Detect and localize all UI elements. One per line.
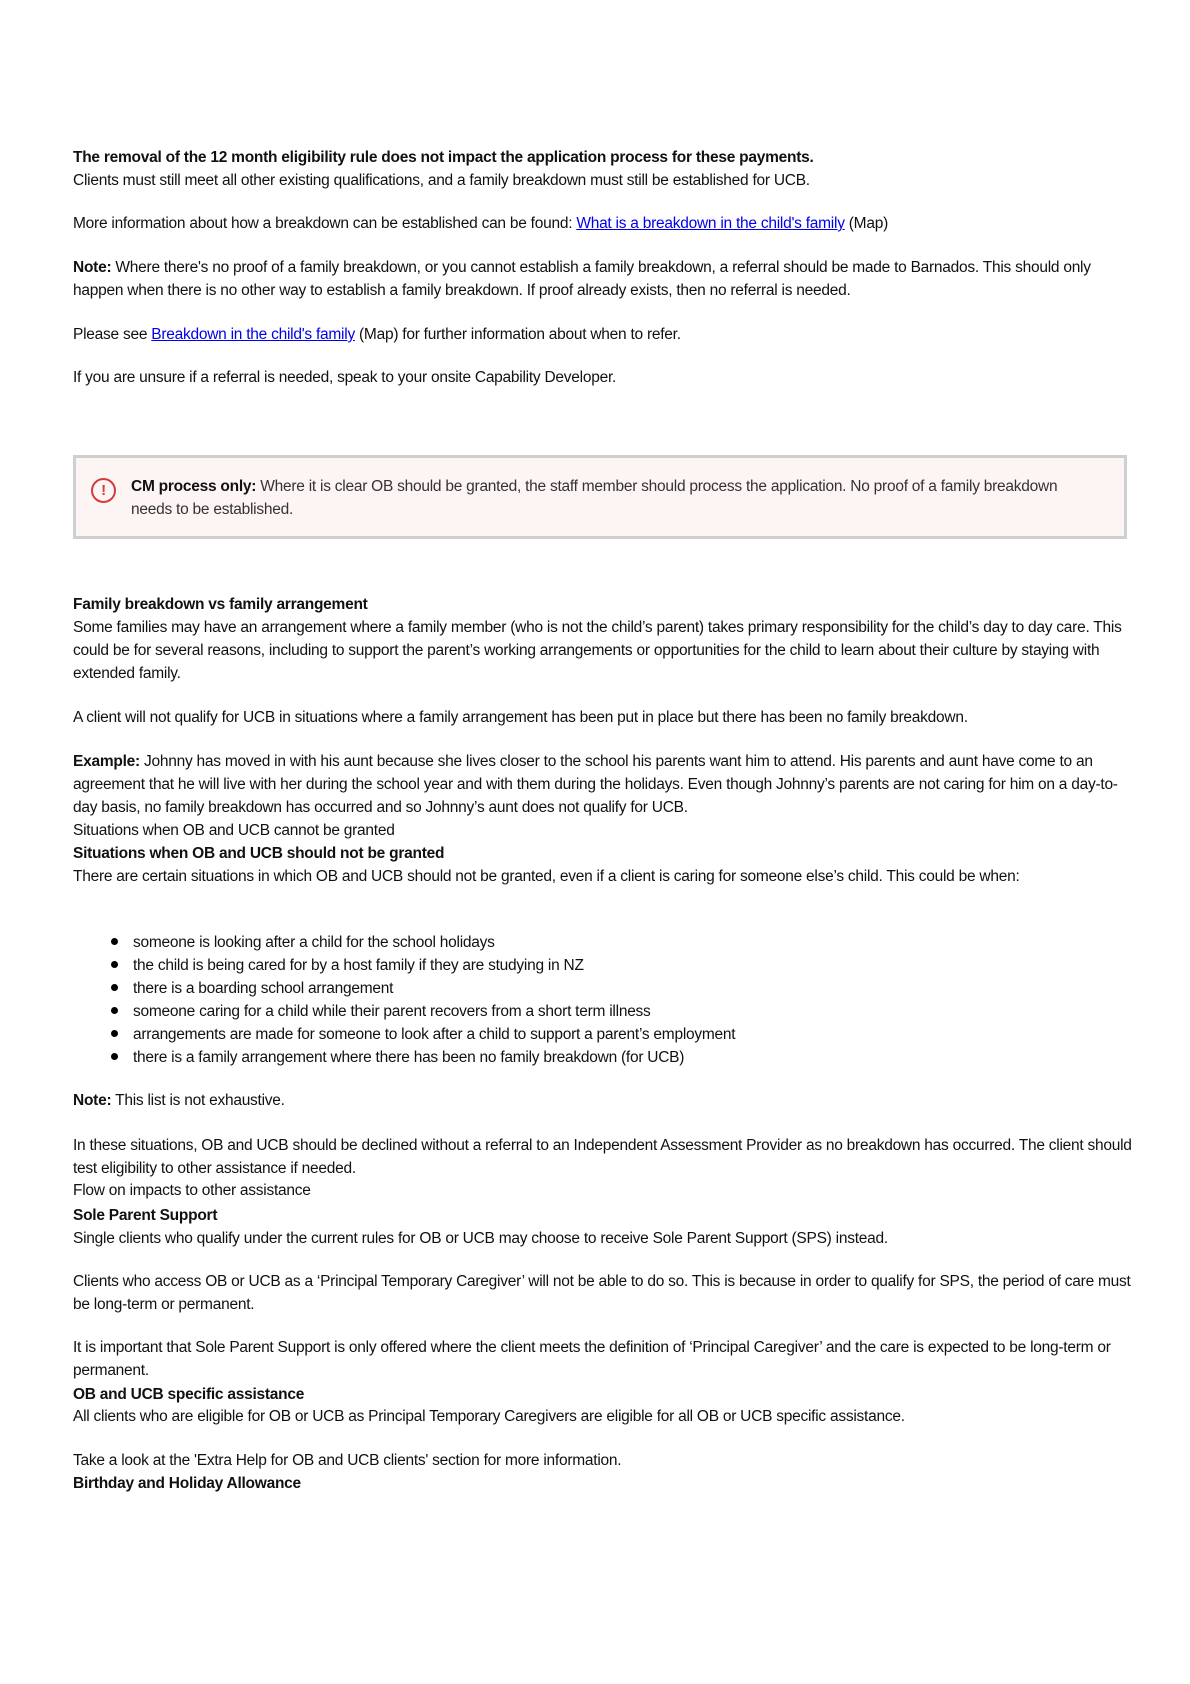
- sps-heading: [73, 1204, 1133, 1227]
- specific-heading-text: OB and UCB specific assistance: [73, 1386, 305, 1403]
- list-note-text: This list is not exhaustive.: [111, 1092, 285, 1109]
- situations-heading-text: Situations when OB and UCB should not be granted: [73, 845, 445, 862]
- family-heading-text: Family breakdown vs family arrangement: [73, 596, 368, 613]
- list-item: there is a family arrangement where there has been no family breakdown (for UCB): [133, 1046, 1133, 1069]
- list-item: someone caring for a child while their parent recovers from a short term illness: [133, 1000, 1133, 1023]
- more-info-paragraph: [73, 212, 1133, 235]
- family-paragraph: Some families may have an arrangement where a family member (who is not the child’s parent) takes primary responsibility for the child’s day to day care. This could be for several reasons, including to support the parent’s working arrangements or opportunities for the child to learn about their culture by staying with extended family.: [73, 619, 1122, 682]
- more-info-text: More information about how a breakdown can be established can be found:: [73, 215, 577, 232]
- please-see-text: Please see: [73, 326, 152, 343]
- map-suffix: (Map): [844, 215, 888, 232]
- sps-paragraph-2: Clients who access OB or UCB as a ‘Principal Temporary Caregiver’ will not be able to do so. This is because in order to qualify for SPS, the period of care must be long-term or permanent.: [73, 1273, 1131, 1313]
- sps-paragraph-1: Single clients who qualify under the current rules for OB or UCB may choose to receive Sole Parent Support (SPS) instead.: [73, 1230, 888, 1247]
- specific-paragraph: All clients who are eligible for OB or UCB as Principal Temporary Caregivers are eligible for all OB or UCB specific assistance.: [73, 1408, 905, 1425]
- family-heading: [73, 593, 1133, 616]
- situations-intro: There are certain situations in which OB and UCB should not be granted, even if a client is caring for someone else’s child. This could be when:: [73, 868, 1020, 885]
- situations-heading: [73, 842, 1133, 865]
- alert-circle-icon: !: [91, 478, 116, 503]
- callout-label: CM process only:: [131, 478, 257, 495]
- intro-heading-text: The removal of the 12 month eligibility rule does not impact the application process for these payments.: [73, 149, 814, 166]
- unsure-paragraph: If you are unsure if a referral is needed, speak to your onsite Capability Developer.: [73, 369, 617, 386]
- example-paragraph: [73, 750, 1133, 819]
- callout-text: [131, 475, 1091, 521]
- birthday-heading-text: Birthday and Holiday Allowance: [73, 1475, 301, 1492]
- situations-list: [73, 931, 1133, 1069]
- please-see-suffix: (Map) for further information about when to refer.: [354, 326, 681, 343]
- birthday-heading: [73, 1472, 1133, 1495]
- situations-plain-heading: Situations when OB and UCB cannot be granted: [73, 822, 395, 839]
- list-note: [73, 1089, 1133, 1112]
- list-item: arrangements are made for someone to look after a child to support a parent’s employment: [133, 1023, 1133, 1046]
- list-item: the child is being cared for by a host family if they are studying in NZ: [133, 954, 1133, 977]
- example-text: Johnny has moved in with his aunt because she lives closer to the school his parents want him to attend. His parents and aunt have come to an agreement that he will live with her during the school year and with them during the holidays. Even though Johnny’s parents are not caring for him on a day-to-day basis, no family breakdown has occurred and so Johnny’s aunt does not qualify for UCB.: [73, 753, 1118, 816]
- sps-paragraph-3: It is important that Sole Parent Support is only offered where the client meets the definition of ‘Principal Caregiver’ and the care is expected to be long-term or permanent.: [73, 1339, 1111, 1379]
- intro-text: Clients must still meet all other existing qualifications, and a family breakdown must still be established for UCB.: [73, 172, 810, 189]
- specific-heading: [73, 1383, 1133, 1406]
- flow-on-heading: Flow on impacts to other assistance: [73, 1182, 311, 1199]
- intro-heading: [73, 146, 1133, 169]
- list-note-label: Note:: [73, 1092, 112, 1109]
- breakdown-link[interactable]: What is a breakdown in the child's family: [576, 215, 845, 232]
- sps-heading-text: Sole Parent Support: [73, 1207, 218, 1224]
- please-see-paragraph: [73, 323, 1133, 346]
- note-text: Where there's no proof of a family breakdown, or you cannot establish a family breakdown, a referral should be made to Barnados. This should only happen when there is no other way to establish a family breakdown. If proof already exists, then no referral is needed.: [73, 259, 1091, 299]
- cm-process-callout: [73, 455, 1127, 539]
- example-label: Example:: [73, 753, 140, 770]
- declined-paragraph: In these situations, OB and UCB should be declined without a referral to an Independent Assessment Provider as no breakdown has occurred. The client should test eligibility to other assistance if needed.: [73, 1137, 1132, 1177]
- note-paragraph: [73, 256, 1133, 302]
- extra-help-paragraph: Take a look at the 'Extra Help for OB and UCB clients' section for more information.: [73, 1452, 622, 1469]
- list-item: someone is looking after a child for the school holidays: [133, 931, 1133, 954]
- callout-body: Where it is clear OB should be granted, the staff member should process the application. No proof of a family breakdown needs to be established.: [131, 478, 1058, 518]
- note-label: Note:: [73, 259, 112, 276]
- list-item: there is a boarding school arrangement: [133, 977, 1133, 1000]
- family-arrangement-paragraph: A client will not qualify for UCB in situations where a family arrangement has been put in place but there has been no family breakdown.: [73, 709, 968, 726]
- breakdown-family-link[interactable]: Breakdown in the child's family: [151, 326, 355, 343]
